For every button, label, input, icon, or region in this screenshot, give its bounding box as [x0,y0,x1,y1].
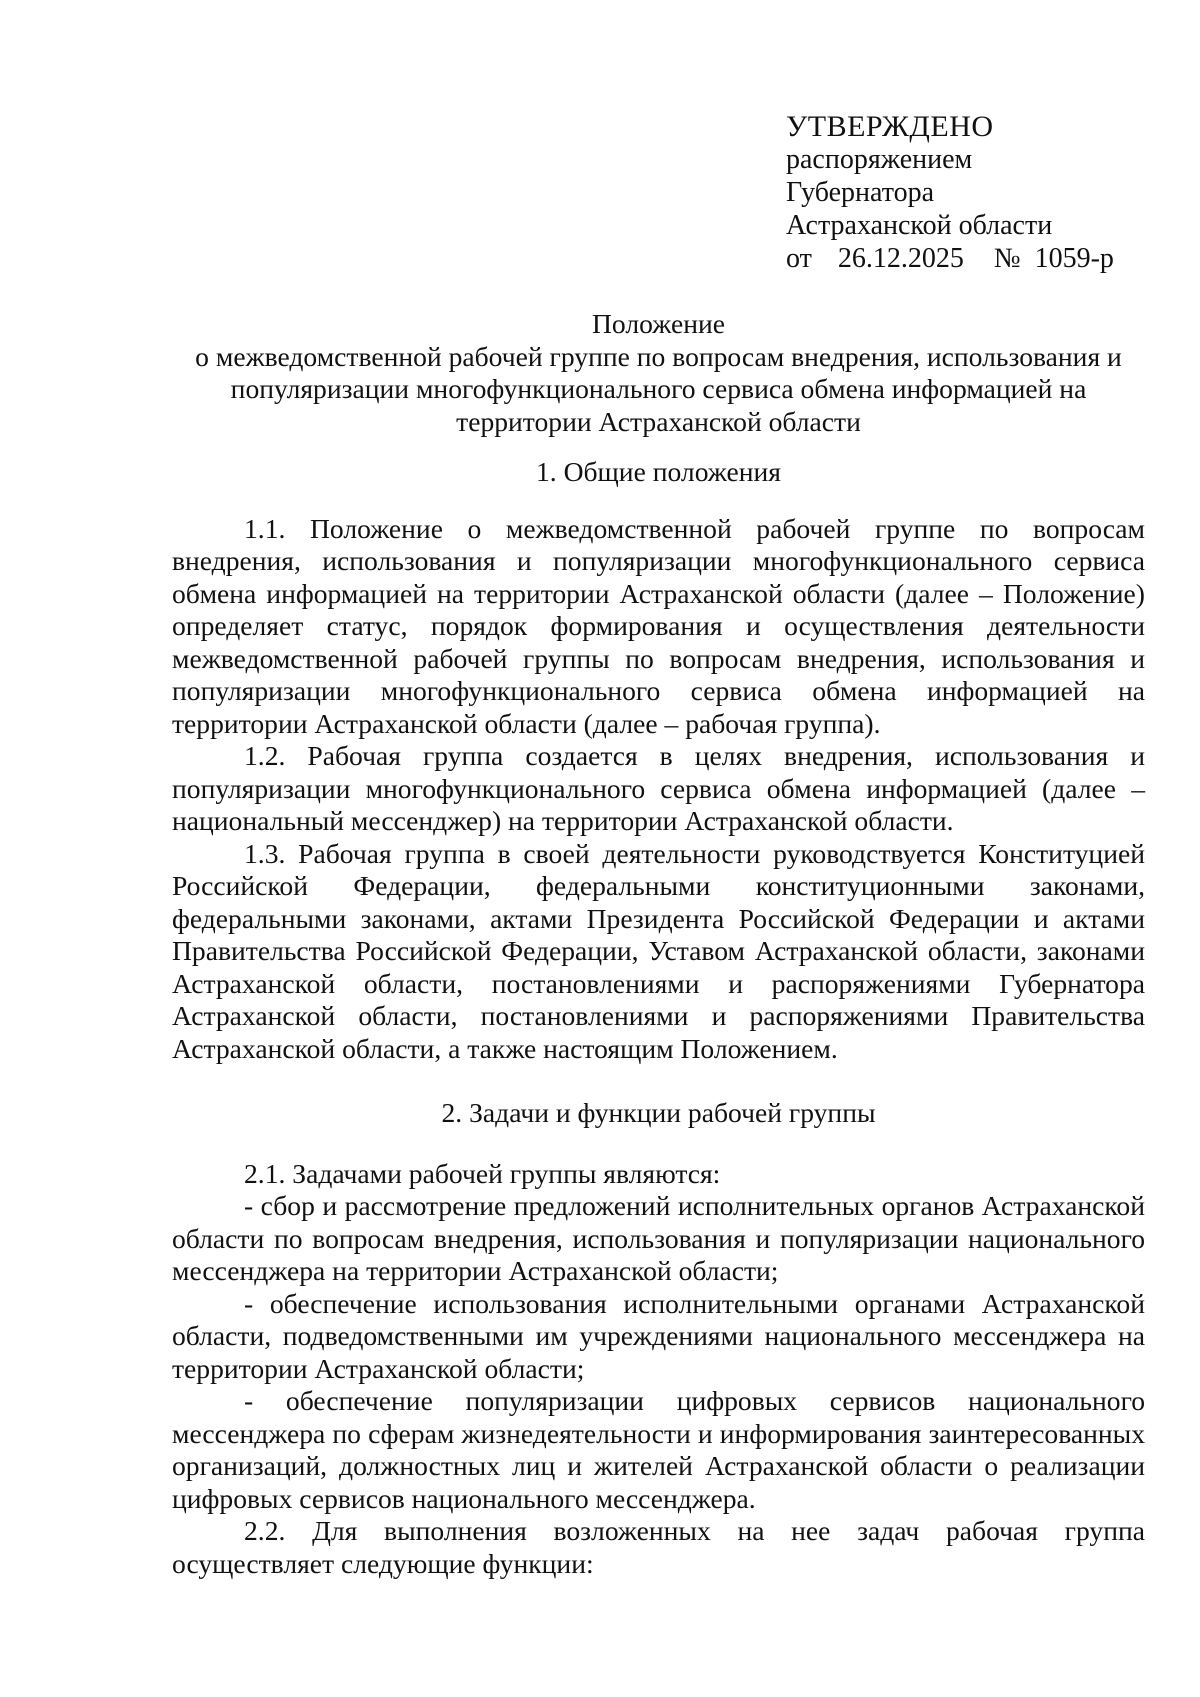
approval-line-region: Астраханской области [786,210,1053,241]
approval-date-line [786,242,1114,275]
title-line-3: популяризации многофункционального сервиса обмена информацией на [230,373,1087,404]
paragraph-1-3: 1.3. Рабочая группа в своей деятельности руководствуется Конституцией Российской Федерации, федеральными конституционными законами, федеральными законами, актами Президента Российской Федерации и актами Правительства Российской Федерации, Уставом Астраханской области, законами Астраханской области, постановлениями и распоряжениями Губернатора Астраханской области, постановлениями и распоряжениями Правительства Астраханской области, а также настоящим Положением. [172,837,1145,1064]
approval-line-governor: Губернатора [786,177,935,208]
list-item-tasks-1: - сбор и рассмотрение предложений исполнительных органов Астраханской области по вопросам внедрения, использования и популяризации национального мессенджера на территории Астраханской области; [172,1190,1145,1286]
paragraph-1-1: 1.1. Положение о межведомственной рабочей группе по вопросам внедрения, использования и популяризации многофункционального сервиса обмена информацией на территории Астраханской области (далее – Положение) определяет статус, порядок формирования и осуществления деятельности межведомственной рабочей группы по вопросам внедрения, использования и популяризации многофункционального сервиса обмена информацией на территории Астраханской области (далее – рабочая группа). [172,512,1145,739]
document-body [172,308,1145,1580]
paragraph-2-2: 2.2. Для выполнения возложенных на нее задач рабочая группа осуществляет следующие функции: [172,1515,1145,1579]
approval-stamp [786,110,1114,275]
section-1-heading: 1. Общие положения [536,456,781,487]
approval-number: 1059-р [1034,243,1114,274]
paragraph-2-1: 2.1. Задачами рабочей группы являются: [244,1157,721,1189]
title-line-1: Положение [592,308,725,339]
section-2-heading: 2. Задачи и функции рабочей группы [441,1097,876,1128]
document-title [132,308,1185,438]
approval-date-prefix: от [786,243,812,274]
paragraph-1-2: 1.2. Рабочая группа создается в целях внедрения, использования и популяризации многофункционального сервиса обмена информацией (далее – национальный мессенджер) на территории Астраханской области. [172,740,1145,836]
list-item-tasks-2: - обеспечение использования исполнительными органами Астраханской области, подведомственными им учреждениями национального мессенджера на территории Астраханской области; [172,1287,1145,1384]
title-line-4: территории Астраханской области [456,405,861,437]
approval-number-sign: № [993,243,1021,274]
title-line-2: о межведомственной рабочей группе по вопросам внедрения, использования и [195,340,1122,372]
approval-heading: УТВЕРЖДЕНО [786,110,994,143]
approval-line-order: распоряжением [786,144,973,175]
list-item-tasks-3: - обеспечение популяризации цифровых сервисов национального мессенджера по сферам жизнедеятельности и информирования заинтересованных организаций, должностных лиц и жителей Астраханской области о реализации цифровых сервисов национального мессенджера. [172,1385,1145,1514]
approval-date: 26.12.2025 [837,243,964,274]
